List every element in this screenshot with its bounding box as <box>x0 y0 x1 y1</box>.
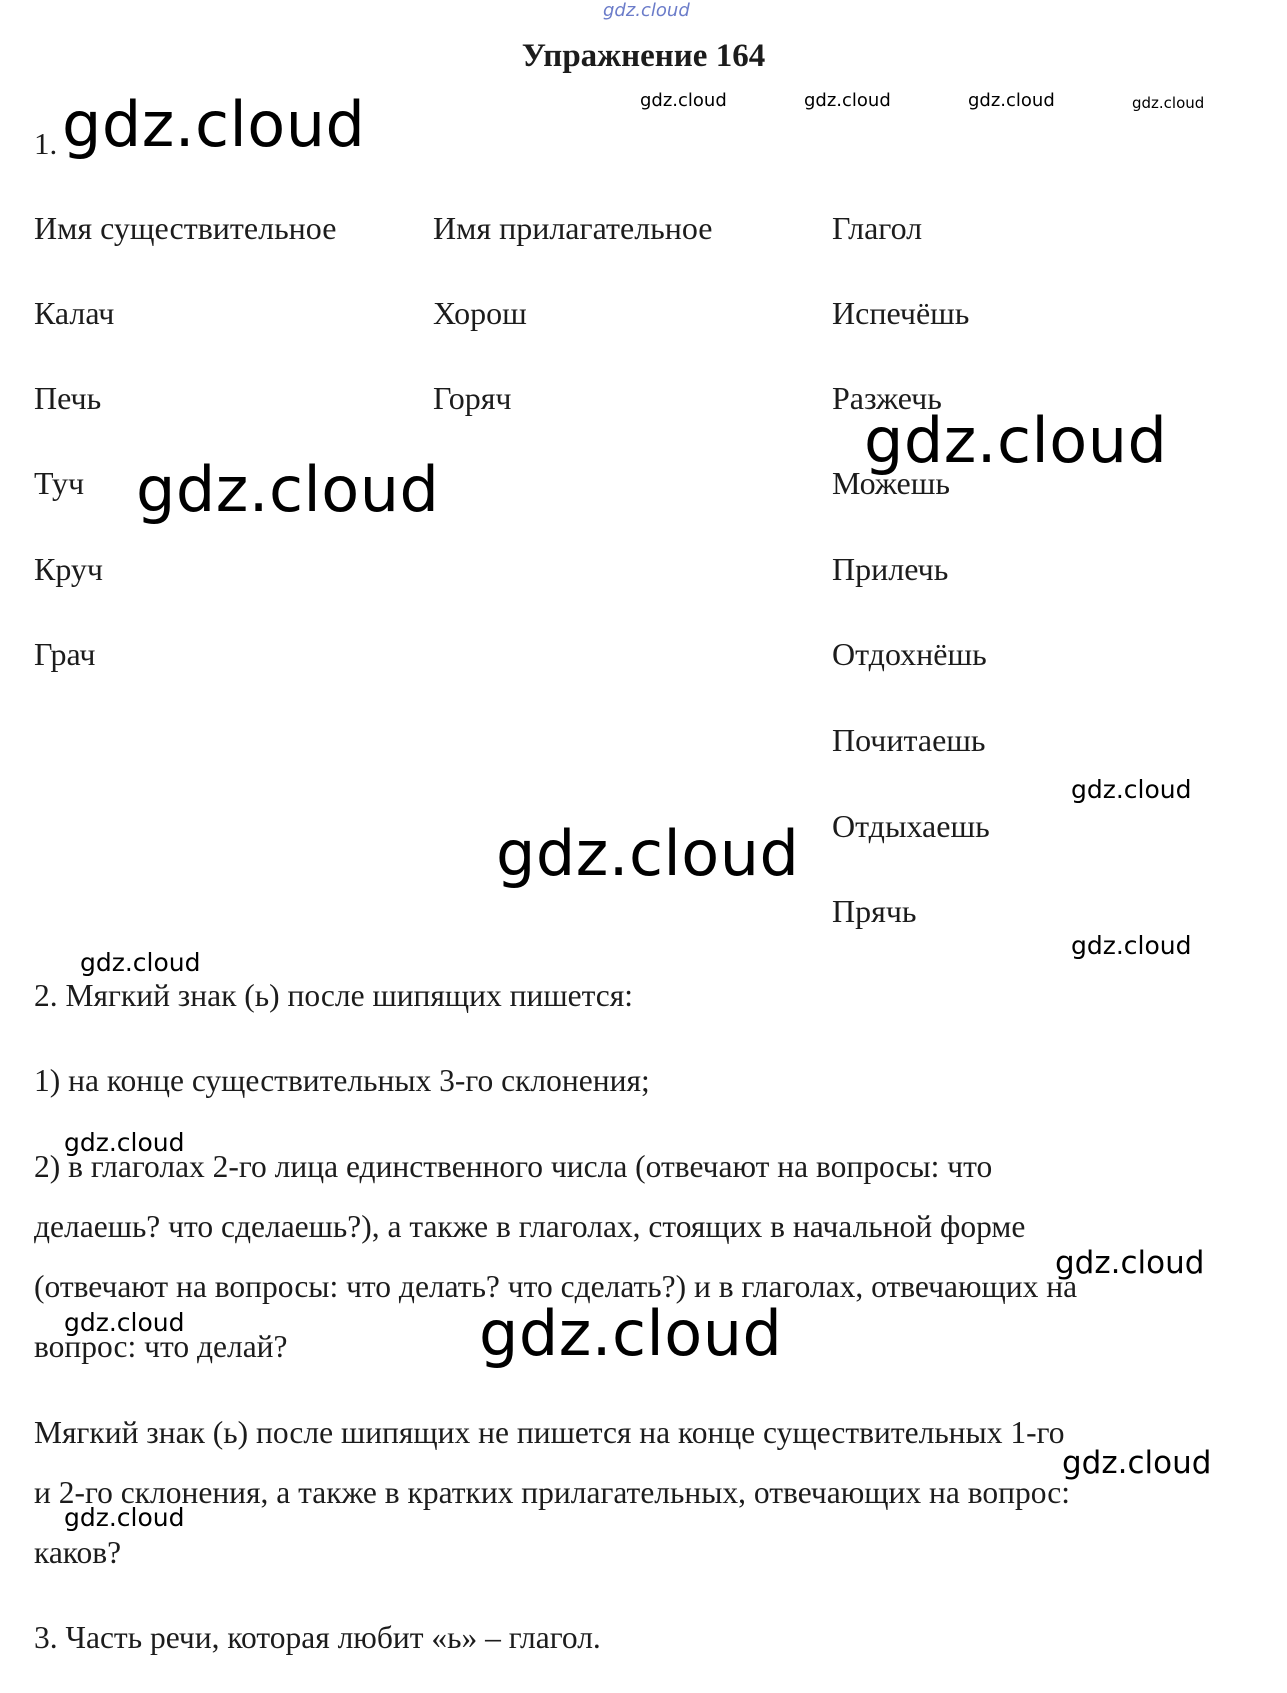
watermark: gdz.cloud <box>804 90 891 111</box>
list-item: Калач <box>34 295 115 331</box>
list-item: Горяч <box>433 380 512 416</box>
watermark-top: gdz.cloud <box>603 0 690 21</box>
column-heading-verbs: Глагол <box>832 210 923 246</box>
section-1-number: 1. <box>34 126 58 161</box>
watermark: gdz.cloud <box>136 453 440 526</box>
watermark: gdz.cloud <box>479 1297 783 1370</box>
column-heading-adjectives: Имя прилагательное <box>433 210 713 246</box>
watermark: gdz.cloud <box>62 88 366 161</box>
list-item: Можешь <box>832 465 950 501</box>
column-heading-nouns: Имя существительное <box>34 210 337 246</box>
watermark: gdz.cloud <box>968 90 1055 111</box>
list-item: Отдохнёшь <box>832 636 987 672</box>
paragraph-line: делаешь? что сделаешь?), а также в глаголах, стоящих в начальной форме <box>34 1209 1026 1244</box>
paragraph-line: вопрос: что делай? <box>34 1329 288 1364</box>
section-2-rule-1: 1) на конце существительных 3-го склонения; <box>34 1063 650 1098</box>
list-item: Прилечь <box>832 551 949 587</box>
list-item: Печь <box>34 380 102 416</box>
watermark: gdz.cloud <box>864 404 1168 477</box>
watermark: gdz.cloud <box>1062 1445 1212 1481</box>
list-item: Отдыхаешь <box>832 808 990 844</box>
watermark: gdz.cloud <box>80 948 201 977</box>
list-item: Испечёшь <box>832 295 970 331</box>
section-3-text: 3. Часть речи, которая любит «ь» – глагол. <box>34 1620 601 1655</box>
watermark: gdz.cloud <box>64 1308 185 1337</box>
watermark: gdz.cloud <box>496 817 800 890</box>
section-2-intro: 2. Мягкий знак (ь) после шипящих пишется: <box>34 978 633 1013</box>
watermark: gdz.cloud <box>640 90 727 111</box>
page-title: Упражнение 164 <box>521 38 766 74</box>
paragraph-line: и 2-го склонения, а также в кратких прилагательных, отвечающих на вопрос: <box>34 1475 1070 1510</box>
paragraph-line: (отвечают на вопросы: что делать? что сделать?) и в глаголах, отвечающих на <box>34 1269 1078 1304</box>
list-item: Грач <box>34 636 96 672</box>
watermark: gdz.cloud <box>64 1503 185 1532</box>
watermark: gdz.cloud <box>1132 94 1205 112</box>
paragraph-line: каков? <box>34 1535 122 1570</box>
list-item: Туч <box>34 465 85 501</box>
watermark: gdz.cloud <box>1071 931 1192 960</box>
watermark: gdz.cloud <box>1055 1245 1205 1281</box>
paragraph-line: Мягкий знак (ь) после шипящих не пишется на конце существительных 1-го <box>34 1415 1065 1450</box>
list-item: Прячь <box>832 893 917 929</box>
list-item: Круч <box>34 551 104 587</box>
list-item: Хорош <box>433 295 527 331</box>
list-item: Разжечь <box>832 380 942 416</box>
paragraph-line: 2) в глаголах 2-го лица единственного числа (отвечают на вопросы: что <box>34 1149 993 1184</box>
list-item: Почитаешь <box>832 722 986 758</box>
watermark: gdz.cloud <box>64 1128 185 1157</box>
watermark: gdz.cloud <box>1071 775 1192 804</box>
